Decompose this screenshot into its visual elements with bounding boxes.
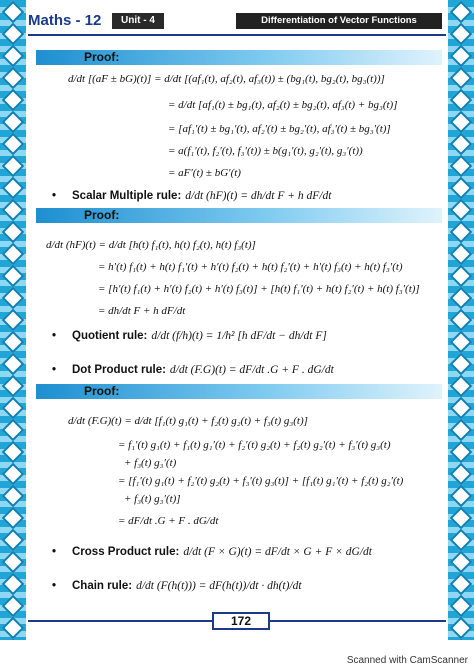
border-diamond [2,419,25,442]
border-diamond [2,551,25,574]
border-diamond [2,287,25,310]
page-number: 172 [212,612,270,630]
proof3-line: + f₃(t) g₃′(t)] [124,493,181,505]
page-header [28,12,446,34]
rule-label: Chain rule: [72,580,133,592]
proof2-line: d/dt (hF)(t) = d/dt [h(t) f₁(t), h(t) f₂(t), h(t) f₃(t)] [46,239,256,251]
border-diamond [2,1,25,24]
border-diamond [450,133,473,156]
border-diamond [450,551,473,574]
border-diamond [2,441,25,464]
header-rule [28,34,446,36]
border-diamond [450,177,473,200]
proof2-line: = [h′(t) f₁(t) + h′(t) f₂(t) + h′(t) f₃(t)] + [h(t) f₁′(t) + h(t) f₂′(t) + h(t) f₃′(t)] [98,283,420,295]
rule-formula: d/dt (F × G)(t) = dF/dt × G + F × dG/dt [183,546,372,558]
proof2-line: = h′(t) f₁(t) + h(t) f₁′(t) + h′(t) f₂(t) + h(t) f₂′(t) + h′(t) f₃(t) + h(t) f₃′(t) [98,261,403,273]
proof3-line: = f₁′(t) g₁(t) + f₁(t) g₁′(t) + f₂′(t) g₂(t) + f₂(t) g₂′(t) + f₃′(t) g₃(t) [118,439,391,451]
topic-banner: Differentiation of Vector Functions [236,13,442,29]
border-diamond [450,287,473,310]
scanner-watermark: Scanned with CamScanner [346,655,468,666]
proof3-line: + f₃(t) g₃′(t) [124,457,177,469]
border-diamond [450,463,473,486]
border-diamond [450,353,473,376]
border-diamond [2,45,25,68]
rule-label: Quotient rule: [72,330,148,342]
border-diamond [2,331,25,354]
border-diamond [450,573,473,596]
subject-title: Maths - 12 [28,12,102,29]
border-diamond [2,23,25,46]
border-diamond [450,441,473,464]
border-diamond [2,133,25,156]
right-diamond-strip [448,0,474,640]
border-diamond [450,419,473,442]
border-diamond [2,155,25,178]
border-diamond [450,45,473,68]
dot-product-rule: • Dot Product rule: d/dt (F.G)(t) = dF/dt .G + F . dG/dt [52,364,334,376]
rule-label: Cross Product rule: [72,546,180,558]
border-diamond [2,463,25,486]
proof3-line: = dF/dt .G + F . dG/dt [118,515,219,527]
border-diamond [2,177,25,200]
border-diamond [2,67,25,90]
rule-formula: d/dt (f/h)(t) = 1/h² [h dF/dt − dh/dt F] [151,330,327,342]
rule-formula: d/dt (F(h(t))) = dF(h(t))/dt · dh(t)/dt [136,580,302,592]
border-diamond [2,375,25,398]
border-diamond [450,639,473,640]
border-diamond [2,507,25,530]
border-diamond [450,331,473,354]
border-diamond [2,265,25,288]
border-diamond [2,111,25,134]
border-diamond [450,23,473,46]
rule-formula: d/dt (F.G)(t) = dF/dt .G + F . dG/dt [169,364,334,376]
border-diamond [2,199,25,222]
proof-label: Proof: [84,208,120,222]
border-diamond [450,485,473,508]
proof1-line: = a(f₁′(t), f₂′(t), f₃′(t)) ± b(g₁′(t), g₂′(t), g₃′(t)) [168,145,363,157]
border-diamond [450,617,473,640]
border-diamond [2,617,25,640]
proof-heading-2 [36,208,442,223]
rule-label: Dot Product rule: [72,364,166,376]
border-diamond [450,199,473,222]
textbook-page [28,4,446,636]
border-diamond [450,111,473,134]
border-diamond [2,221,25,244]
proof1-line: d/dt [(aF ± bG)(t)] = d/dt [(af₁(t), af₂(t), af₃(t)) ± (bg₁(t), bg₂(t), bg₃(t))] [68,73,385,85]
proof1-line: = aF′(t) ± bG′(t) [168,167,241,179]
border-diamond [450,89,473,112]
border-diamond [450,397,473,420]
border-diamond [2,89,25,112]
border-diamond [2,243,25,266]
proof-heading-3 [36,384,442,399]
border-diamond [2,397,25,420]
border-diamond [2,485,25,508]
rule-label: Scalar Multiple rule: [72,190,182,202]
scalar-multiple-rule: • Scalar Multiple rule: d/dt (hF)(t) = dh/dt F + h dF/dt [52,190,332,202]
border-diamond [450,67,473,90]
border-diamond [450,155,473,178]
border-diamond [450,507,473,530]
border-diamond [2,639,25,640]
rule-formula: d/dt (hF)(t) = dh/dt F + h dF/dt [185,190,332,202]
border-diamond [450,375,473,398]
border-diamond [450,595,473,618]
cross-product-rule: • Cross Product rule: d/dt (F × G)(t) = dF/dt × G + F × dG/dt [52,546,372,558]
border-diamond [2,573,25,596]
border-diamond [450,243,473,266]
unit-badge: Unit - 4 [112,13,164,29]
border-diamond [450,265,473,288]
border-diamond [2,309,25,332]
proof-heading-1 [36,50,442,65]
chain-rule: • Chain rule: d/dt (F(h(t))) = dF(h(t))/dt · dh(t)/dt [52,580,302,592]
border-diamond [450,1,473,24]
border-diamond [450,221,473,244]
proof3-line: d/dt (F.G)(t) = d/dt [f₁(t) g₁(t) + f₂(t) g₂(t) + f₃(t) g₃(t)] [68,415,308,427]
quotient-rule: • Quotient rule: d/dt (f/h)(t) = 1/h² [h dF/dt − dh/dt F] [52,330,327,342]
proof3-line: = [f₁′(t) g₁(t) + f₂′(t) g₂(t) + f₃′(t) g₃(t)] + [f₁(t) g₁′(t) + f₂(t) g₂′(t) [118,475,404,487]
border-diamond [2,353,25,376]
proof-label: Proof: [84,50,120,64]
proof1-line: = d/dt [af₁(t) ± bg₁(t), af₂(t) ± bg₂(t), af₃(t) + bg₃(t)] [168,99,398,111]
proof2-line: = dh/dt F + h dF/dt [98,305,186,317]
left-diamond-strip [0,0,26,640]
border-diamond [450,529,473,552]
border-diamond [2,595,25,618]
border-diamond [450,309,473,332]
proof1-line: = [af₁′(t) ± bg₁′(t), af₂′(t) ± bg₂′(t), af₃′(t) ± bg₃′(t)] [168,123,391,135]
proof-label: Proof: [84,384,120,398]
border-diamond [2,529,25,552]
